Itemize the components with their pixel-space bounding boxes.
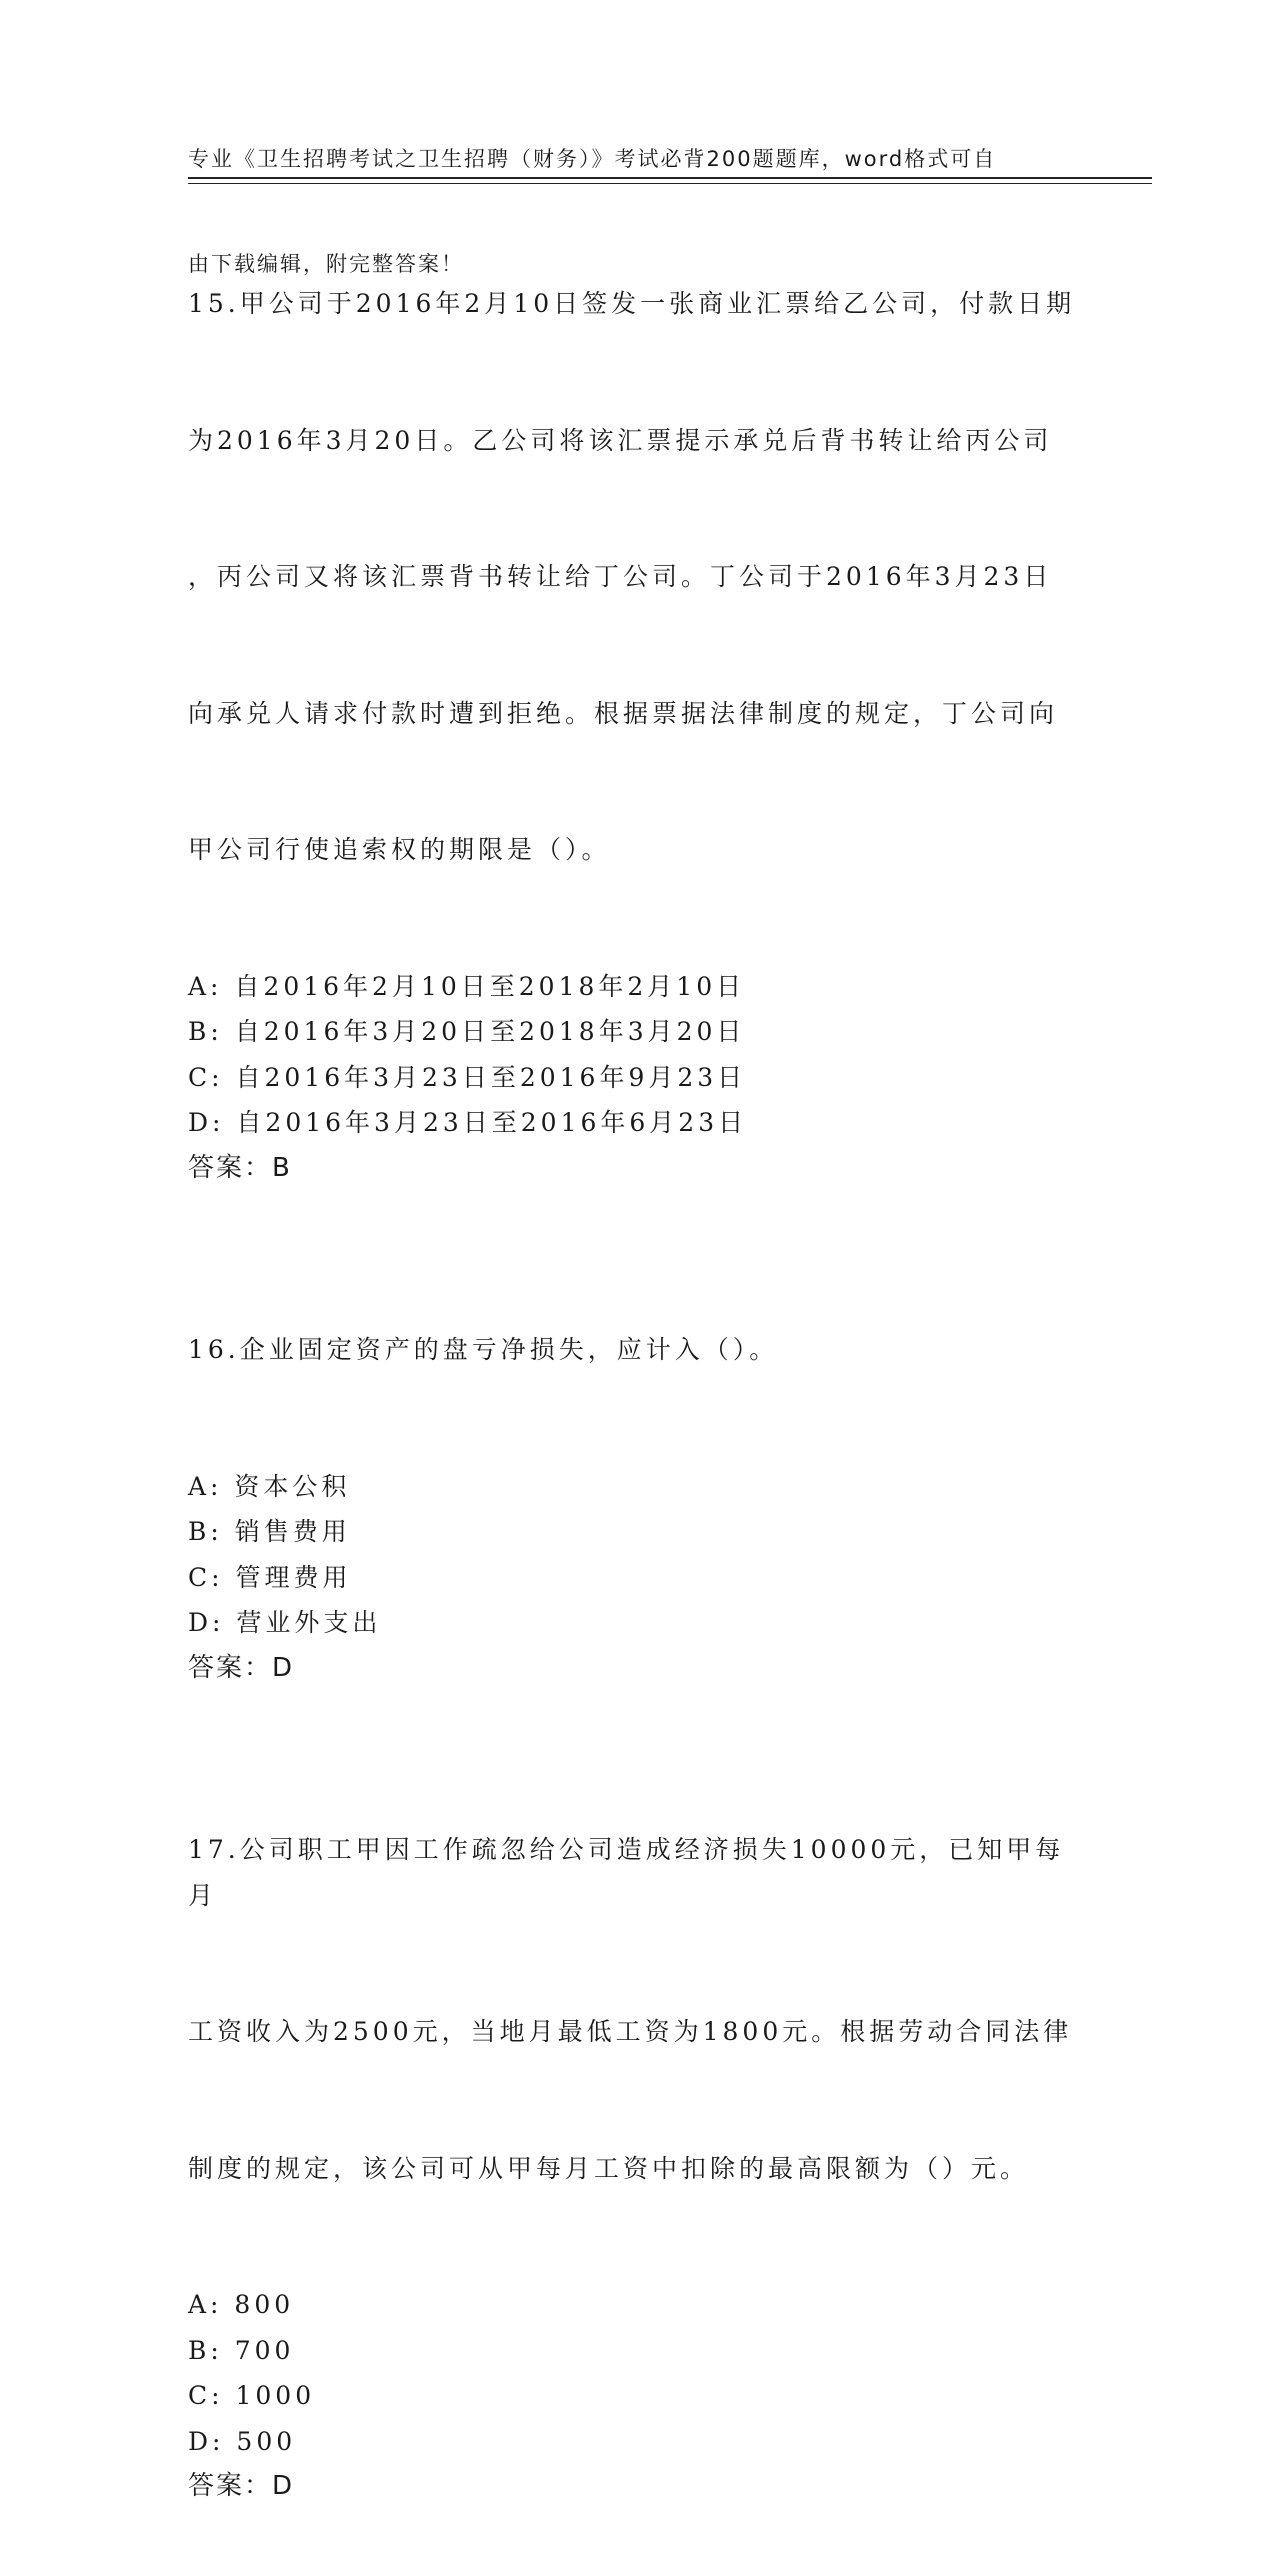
question-stem [188, 190, 1088, 964]
header-rule-bottom [188, 183, 1152, 184]
question-17 [188, 1736, 1088, 2510]
stem-line: 制度的规定，该公司可从甲每月工资中扣除的最高限额为（）元。 [188, 2153, 1030, 2183]
stem-line: 工资收入为2500元，当地月最低工资为1800元。根据劳动合同法律 [188, 2017, 1073, 2046]
option-c: C: 1000 [188, 2381, 316, 2410]
option-a: A: 800 [188, 2290, 295, 2319]
answer: 答案：B [188, 1152, 292, 1183]
header-rule-top [188, 177, 1152, 179]
question-stem [188, 1236, 1088, 1464]
option-c: C: 自2016年3月23日至2016年9月23日 [188, 1062, 747, 1092]
option-d: D: 营业外支出 [188, 1608, 382, 1637]
stem-line: 向承兑人请求付款时遭到拒绝。根据票据法律制度的规定，丁公司向 [188, 698, 1059, 728]
option-d: D: 500 [188, 2426, 297, 2456]
answer: 答案：D [188, 2471, 295, 2501]
stem-line: 17.公司职工甲因工作疏忽给公司造成经济损失10000元，已知甲每月 [188, 1835, 1065, 1910]
question-15 [188, 190, 1088, 1191]
stem-line: 为2016年3月20日。乙公司将该汇票提示承兑后背书转让给丙公司 [188, 425, 1053, 455]
option-c: C: 管理费用 [188, 1562, 352, 1592]
stem-line: 甲公司行使追索权的期限是（）。 [188, 835, 611, 864]
header-line-2: 由下载编辑，附完整答案！ [188, 252, 464, 276]
stem-line: 16.企业固定资产的盘亏净损失，应计入（）。 [188, 1335, 779, 1364]
stem-line: ，丙公司又将该汇票背书转让给丁公司。丁公司于2016年3月23日 [188, 562, 1053, 591]
question-16 [188, 1236, 1088, 1691]
option-d: D: 自2016年3月23日至2016年6月23日 [188, 1108, 748, 1137]
header-line-1: 专业《卫生招聘考试之卫生招聘（财务）》考试必背200题题库，word格式可自 [188, 147, 997, 171]
option-b: B: 700 [188, 2335, 295, 2365]
option-b: B: 销售费用 [188, 1517, 351, 1546]
question-list [188, 190, 1088, 2555]
stem-line: 15.甲公司于2016年2月10日签发一张商业汇票给乙公司，付款日期 [188, 289, 1076, 318]
option-a: A: 资本公积 [188, 1471, 351, 1501]
option-a: A: 自2016年2月10日至2018年2月10日 [188, 971, 746, 1001]
answer: 答案：D [188, 1652, 295, 1683]
question-stem [188, 1736, 1088, 2282]
option-b: B: 自2016年3月20日至2018年3月20日 [188, 1017, 746, 1046]
